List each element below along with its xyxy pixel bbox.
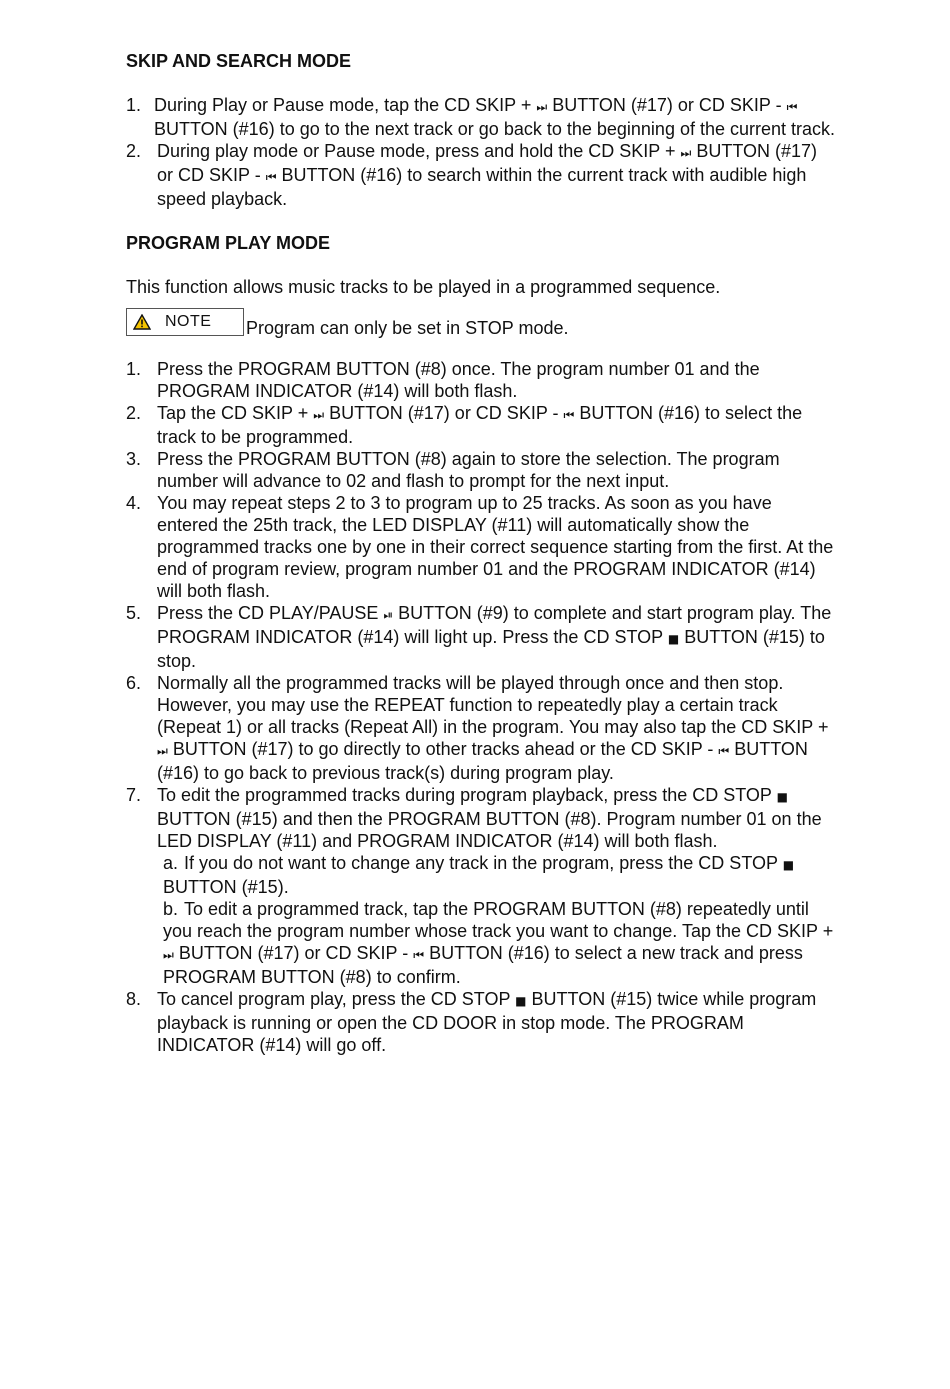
program-intro: This function allows music tracks to be played in a programmed sequence. [126,277,721,297]
note-text: Program can only be set in STOP mode. [246,318,569,338]
play-pause-icon: ⏯ [383,608,394,622]
sub-item-a: a. If you do not want to change any track in the program, press the CD STOP ■ BUTTON (#15). [163,853,795,897]
skip-next-icon: ⏭ [680,146,692,160]
stop-icon: ■ [782,858,795,872]
note-callout [126,298,836,336]
skip-next-icon: ⏭ [536,100,548,114]
manual-page [126,50,836,1056]
section-heading-skip-search: SKIP AND SEARCH MODE [126,51,352,71]
note-badge [126,308,244,336]
list-item: 1. During Play or Pause mode, tap the CD SKIP + ⏭ BUTTON (#17) or CD SKIP - ⏮ BUTTON (#16) to go to the next track or go back to the beginning of the current track. [126,95,836,139]
list-item: 3. Press the PROGRAM BUTTON (#8) again to store the selection. The program number will advance to 02 and flash to prompt for the next input. [126,449,780,491]
program-play-list [126,358,836,1056]
skip-next-icon: ⏭ [157,744,168,758]
skip-prev-icon: ⏮ [718,744,730,758]
list-item: 2. Tap the CD SKIP + ⏭ BUTTON (#17) or CD SKIP - ⏮ BUTTON (#16) to select the track to be programmed. [126,403,803,447]
skip-search-list [126,94,836,210]
warning-triangle-icon [133,314,151,330]
list-item: 5. Press the CD PLAY/PAUSE ⏯ BUTTON (#9) to complete and start program play. The PROGRAM INDICATOR (#14) will light up. Press the CD STOP ■ BUTTON (#15) to stop. [126,603,832,671]
list-item: 7. To edit the programmed tracks during program playback, press the CD STOP ■ BUTTON (#15) and then the PROGRAM BUTTON (#8). Program number 01 on the LED DISPLAY (#11) and PROGRAM INDICATOR (#14) will both flash. a. If you do not want to change any track in the program, press the CD STOP ■ BUTTON (#15). b. To edit a programmed track, tap the PROGRAM BUTTON (#8) repeatedly until you reach the program number whose track you want to change. Tap the CD SKIP + ⏭ BUTTON (#17) or CD SKIP - ⏮ BUTTON (#16) to select a new track and press PROGRAM BUTTON (#8) to confirm. [126,784,836,988]
skip-prev-icon: ⏮ [786,100,798,114]
skip-prev-icon: ⏮ [413,948,425,962]
skip-next-icon: ⏭ [313,408,325,422]
list-item: 1. Press the PROGRAM BUTTON (#8) once. The program number 01 and the PROGRAM INDICATOR (#14) will both flash. [126,359,760,401]
skip-prev-icon: ⏮ [265,170,277,184]
stop-icon: ■ [515,994,527,1008]
list-item: 2. During play mode or Pause mode, press and hold the CD SKIP + ⏭ BUTTON (#17) or CD SKIP - ⏮ BUTTON (#16) to search within the current track with audible high speed playback. [126,141,818,209]
list-item: 6. Normally all the programmed tracks will be played through once and then stop. However, you may use the REPEAT function to repeatedly play a certain track (Repeat 1) or all tracks (Repeat All) in the program. You may also tap the CD SKIP + ⏭ BUTTON (#17) to go directly to other tracks ahead or the CD SKIP - ⏮ BUTTON (#16) to go back to previous track(s) during program play. [126,673,829,783]
list-item: 8. To cancel program play, press the CD STOP ■ BUTTON (#15) twice while program playback is running or open the CD DOOR in stop mode. The PROGRAM INDICATOR (#14) will go off. [126,989,817,1055]
stop-icon: ■ [776,790,788,804]
stop-icon: ■ [667,632,680,646]
section-heading-program-play: PROGRAM PLAY MODE [126,233,331,253]
sub-item-b: b. To edit a programmed track, tap the PROGRAM BUTTON (#8) repeatedly until you reach the program number whose track you want to change. Tap the CD SKIP + ⏭ BUTTON (#17) or CD SKIP - ⏮ BUTTON (#16) to select a new track and press PROGRAM BUTTON (#8) to confirm. [163,899,834,987]
list-item: 4. You may repeat steps 2 to 3 to program up to 25 tracks. As soon as you have entered the 25th track, the LED DISPLAY (#11) will automatically show the programmed tracks one by one in their correct sequence starting from the first. At the end of program review, program number 01 and the PROGRAM INDICATOR (#14) will both flash. [126,493,834,601]
skip-prev-icon: ⏮ [563,408,575,422]
skip-next-icon: ⏭ [163,948,174,962]
note-label: NOTE [165,313,212,330]
